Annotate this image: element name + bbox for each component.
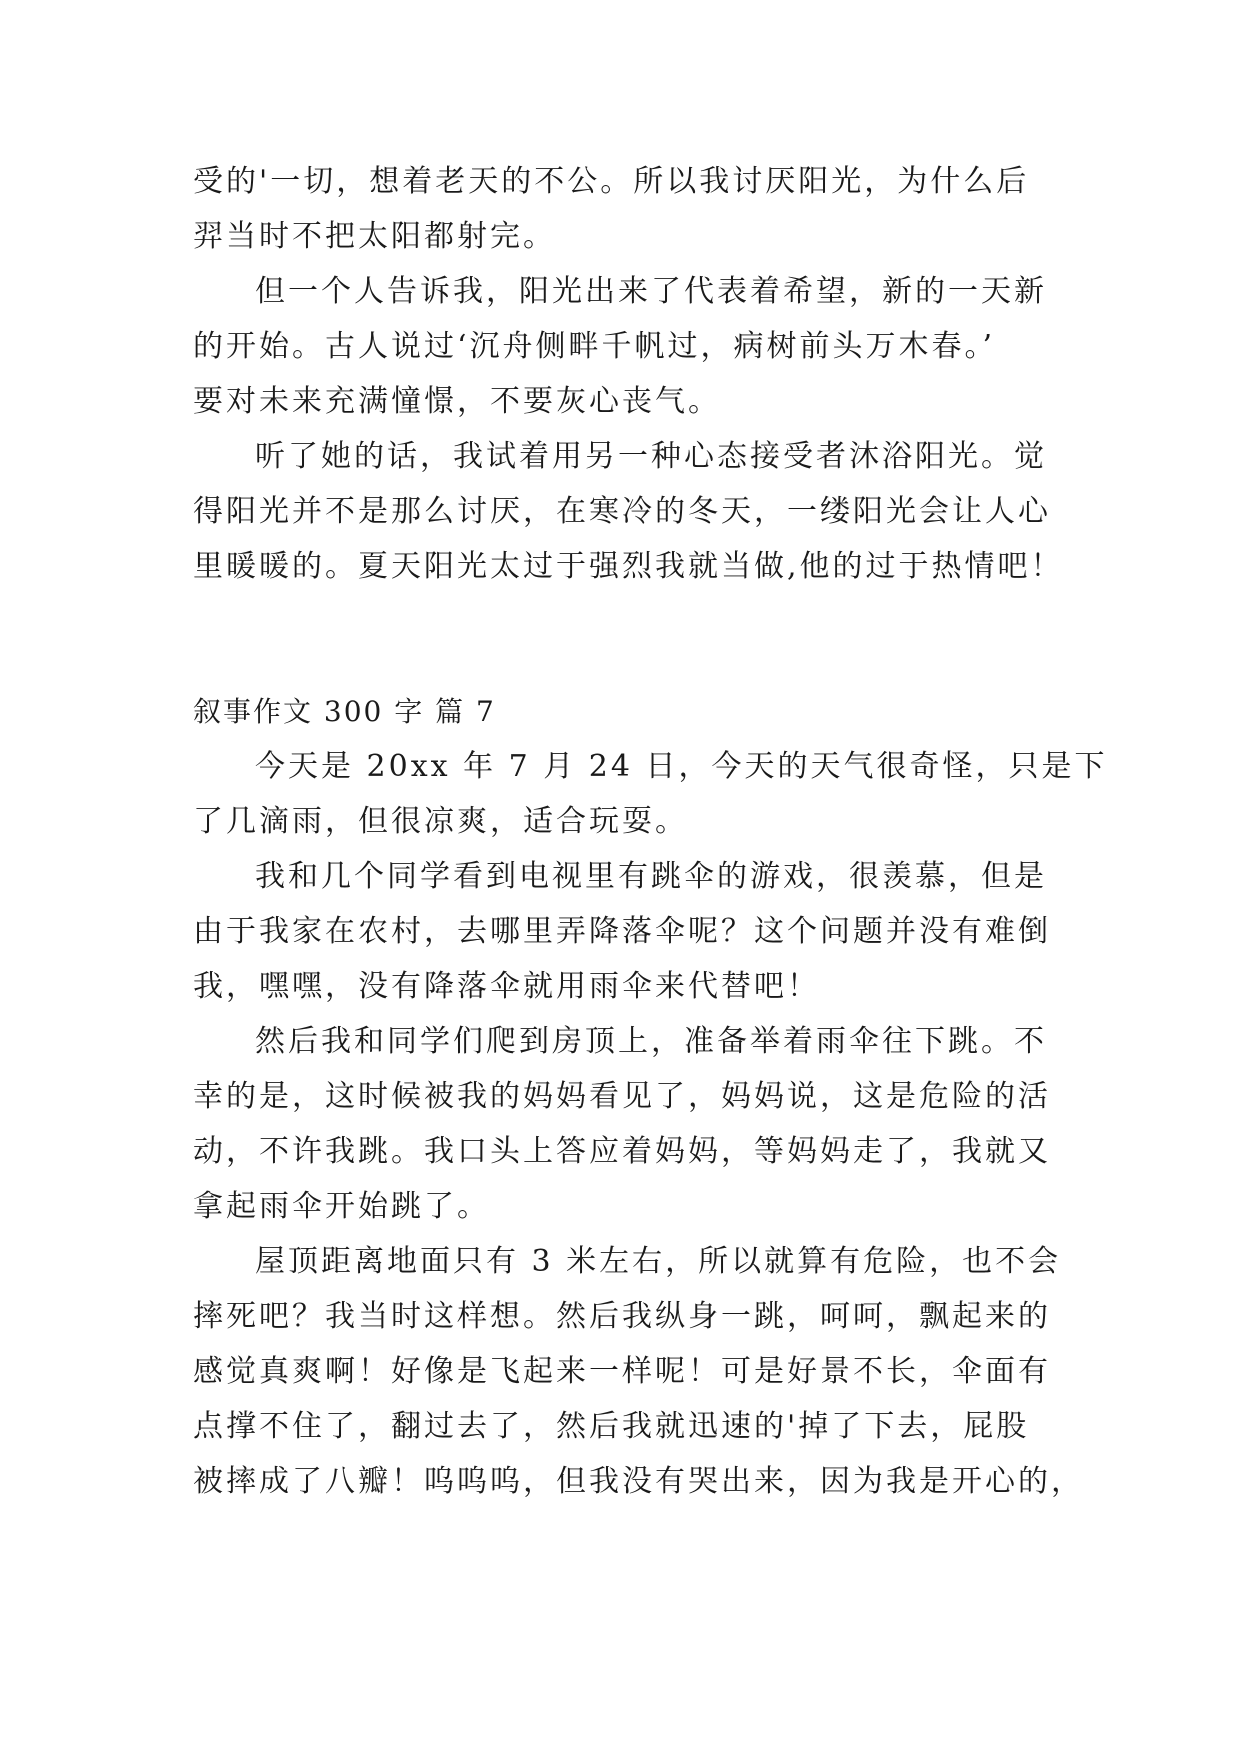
paragraph-line: 由于我家在农村，去哪里弄降落伞呢？这个问题并没有难倒 <box>193 914 1051 949</box>
paragraph-line: 幸的是，这时候被我的妈妈看见了，妈妈说，这是危险的活 <box>193 1079 1051 1114</box>
paragraph-line: 拿起雨伞开始跳了。 <box>193 1189 490 1224</box>
paragraph-line: 然后我和同学们爬到房顶上，准备举着雨伞往下跳。不 <box>255 1024 1047 1059</box>
paragraph-line: 听了她的话，我试着用另一种心态接受者沐浴阳光。觉 <box>255 439 1047 474</box>
paragraph-line: 屋顶距离地面只有 3 米左右，所以就算有危险，也不会 <box>255 1244 1062 1279</box>
paragraph-line: 里暖暖的。夏天阳光太过于强烈我就当做,他的过于热情吧！ <box>193 549 1064 584</box>
paragraph-line: 今天是 20xx 年 7 月 24 日，今天的天气很奇怪，只是下 <box>255 749 1108 784</box>
paragraph-line: 了几滴雨，但很凉爽，适合玩耍。 <box>193 804 688 839</box>
paragraph-line: 动，不许我跳。我口头上答应着妈妈，等妈妈走了，我就又 <box>193 1134 1051 1169</box>
paragraph-line: 摔死吧？我当时这样想。然后我纵身一跳，呵呵，飘起来的 <box>193 1299 1051 1334</box>
section-heading: 叙事作文 300 字 篇 7 <box>193 695 496 728</box>
paragraph-line: 但一个人告诉我，阳光出来了代表着希望，新的一天新 <box>255 274 1047 309</box>
paragraph-line: 感觉真爽啊！好像是飞起来一样呢！可是好景不长，伞面有 <box>193 1354 1051 1389</box>
paragraph-line: 我，嘿嘿，没有降落伞就用雨伞来代替吧！ <box>193 969 820 1004</box>
paragraph-line: 受的'一切，想着老天的不公。所以我讨厌阳光，为什么后 <box>193 164 1030 199</box>
paragraph-line: 的开始。古人说过‘沉舟侧畔千帆过，病树前头万木春。’ <box>193 329 996 364</box>
paragraph-line: 羿当时不把太阳都射完。 <box>193 219 556 254</box>
paragraph-line: 我和几个同学看到电视里有跳伞的游戏，很羡慕，但是 <box>255 859 1047 894</box>
paragraph-line: 被摔成了八瓣！呜呜呜，但我没有哭出来，因为我是开心的， <box>193 1464 1084 1499</box>
document-body <box>193 0 1108 1754</box>
paragraph-line: 点撑不住了，翻过去了，然后我就迅速的'掉了下去，屁股 <box>193 1409 1030 1444</box>
paragraph-line: 要对未来充满憧憬，不要灰心丧气。 <box>193 384 721 419</box>
paragraph-line: 得阳光并不是那么讨厌，在寒冷的冬天，一缕阳光会让人心 <box>193 494 1051 529</box>
